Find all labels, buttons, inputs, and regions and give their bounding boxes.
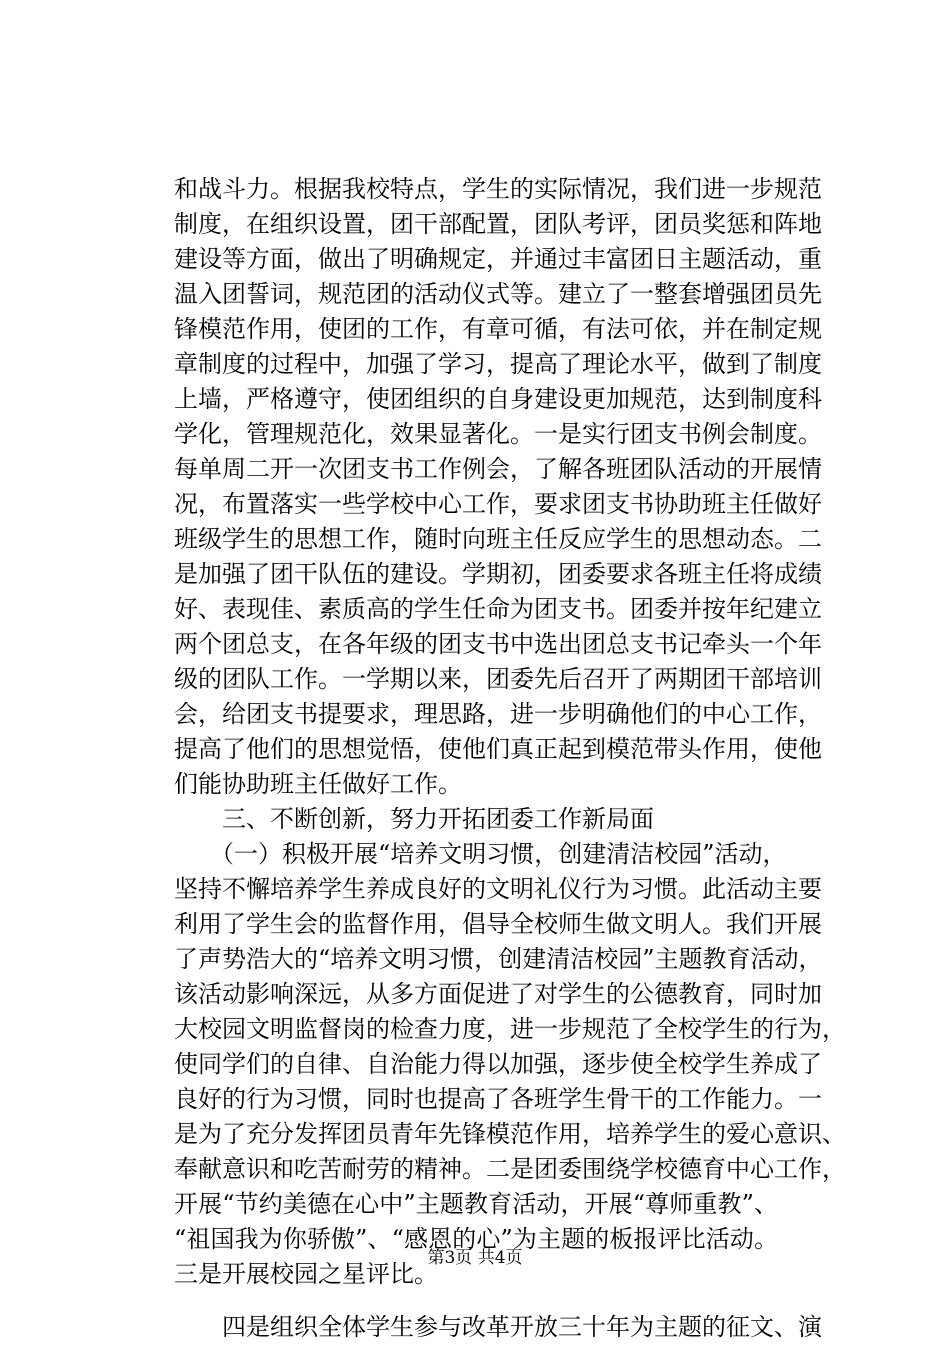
text-line: 温入团誓词，规范团的活动仪式等。建立了一整套增强团员先 bbox=[174, 280, 822, 308]
text-line: 会，给团支书提要求，理思路，进一步明确他们的中心工作， bbox=[174, 700, 822, 728]
text-line: 利用了学生会的监督作用，倡导全校师生做文明人。我们开展 bbox=[174, 910, 822, 938]
paragraph-gap bbox=[174, 1292, 778, 1310]
text-line: 奉献意识和吃苦耐劳的精神。二是团委围绕学校德育中心工作， bbox=[174, 1155, 846, 1183]
text-line: 们能协助班主任做好工作。 bbox=[174, 770, 462, 798]
text-line: “祖国我为你骄傲”、“感恩的心”为主题的板报评比活动。 bbox=[174, 1225, 778, 1253]
text-line: 使同学们的自律、自治能力得以加强，逐步使全校学生养成了 bbox=[174, 1050, 822, 1078]
text-line: 建设等方面，做出了明确规定，并通过丰富团日主题活动，重 bbox=[174, 245, 822, 273]
text-line: 坚持不懈培养学生养成良好的文明礼仪行为习惯。此活动主要 bbox=[174, 875, 822, 903]
text-line: 是加强了团干队伍的建设。学期初，团委要求各班主任将成绩 bbox=[174, 560, 822, 588]
text-line: 和战斗力。根据我校特点，学生的实际情况，我们进一步规范 bbox=[174, 175, 822, 203]
text-line: 四是组织全体学生参与改革开放三十年为主题的征文、演 bbox=[174, 1313, 822, 1341]
text-line: 两个团总支，在各年级的团支书中选出团总支书记牵头一个年 bbox=[174, 630, 822, 658]
text-line: 该活动影响深远，从多方面促进了对学生的公德教育，同时加 bbox=[174, 980, 822, 1008]
text-line: 提高了他们的思想觉悟，使他们真正起到模范带头作用，使他 bbox=[174, 735, 822, 763]
text-line: 开展“节约美德在心中”主题教育活动，开展“尊师重教”、 bbox=[174, 1190, 778, 1218]
text-line: （一）积极开展“培养文明习惯，创建清洁校园”活动， bbox=[174, 840, 787, 868]
document-body bbox=[174, 172, 846, 1345]
text-line: 大校园文明监督岗的检查力度，进一步规范了全校学生的行为， bbox=[174, 1015, 846, 1043]
text-line: 制度，在组织设置，团干部配置，团队考评，团员奖惩和阵地 bbox=[174, 210, 822, 238]
text-line: 级的团队工作。一学期以来，团委先后召开了两期团干部培训 bbox=[174, 665, 822, 693]
text-line: 好、表现佳、素质高的学生任命为团支书。团委并按年纪建立 bbox=[174, 595, 822, 623]
section-heading: 三、不断创新，努力开拓团委工作新局面 bbox=[174, 805, 654, 833]
text-line: 班级学生的思想工作，随时向班主任反应学生的思想动态。二 bbox=[174, 525, 822, 553]
text-line: 良好的行为习惯，同时也提高了各班学生骨干的工作能力。一 bbox=[174, 1085, 822, 1113]
text-line: 锋模范作用，使团的工作，有章可循，有法可依，并在制定规 bbox=[174, 315, 822, 343]
text-line: 了声势浩大的“培养文明习惯，创建清洁校园”主题教育活动， bbox=[174, 945, 823, 973]
text-line: 三是开展校园之星评比。 bbox=[174, 1260, 438, 1288]
text-line: 章制度的过程中，加强了学习，提高了理论水平，做到了制度 bbox=[174, 350, 822, 378]
page-number-footer: 第3页 共4页 bbox=[427, 1248, 523, 1268]
text-line: 每单周二开一次团支书工作例会，了解各班团队活动的开展情 bbox=[174, 455, 822, 483]
text-line: 学化，管理规范化，效果显著化。一是实行团支书例会制度。 bbox=[174, 420, 822, 448]
text-line: 况，布置落实一些学校中心工作，要求团支书协助班主任做好 bbox=[174, 490, 822, 518]
text-line: 上墙，严格遵守，使团组织的自身建设更加规范，达到制度科 bbox=[174, 385, 822, 413]
text-line: 是为了充分发挥团员青年先锋模范作用，培养学生的爱心意识、 bbox=[174, 1120, 846, 1148]
